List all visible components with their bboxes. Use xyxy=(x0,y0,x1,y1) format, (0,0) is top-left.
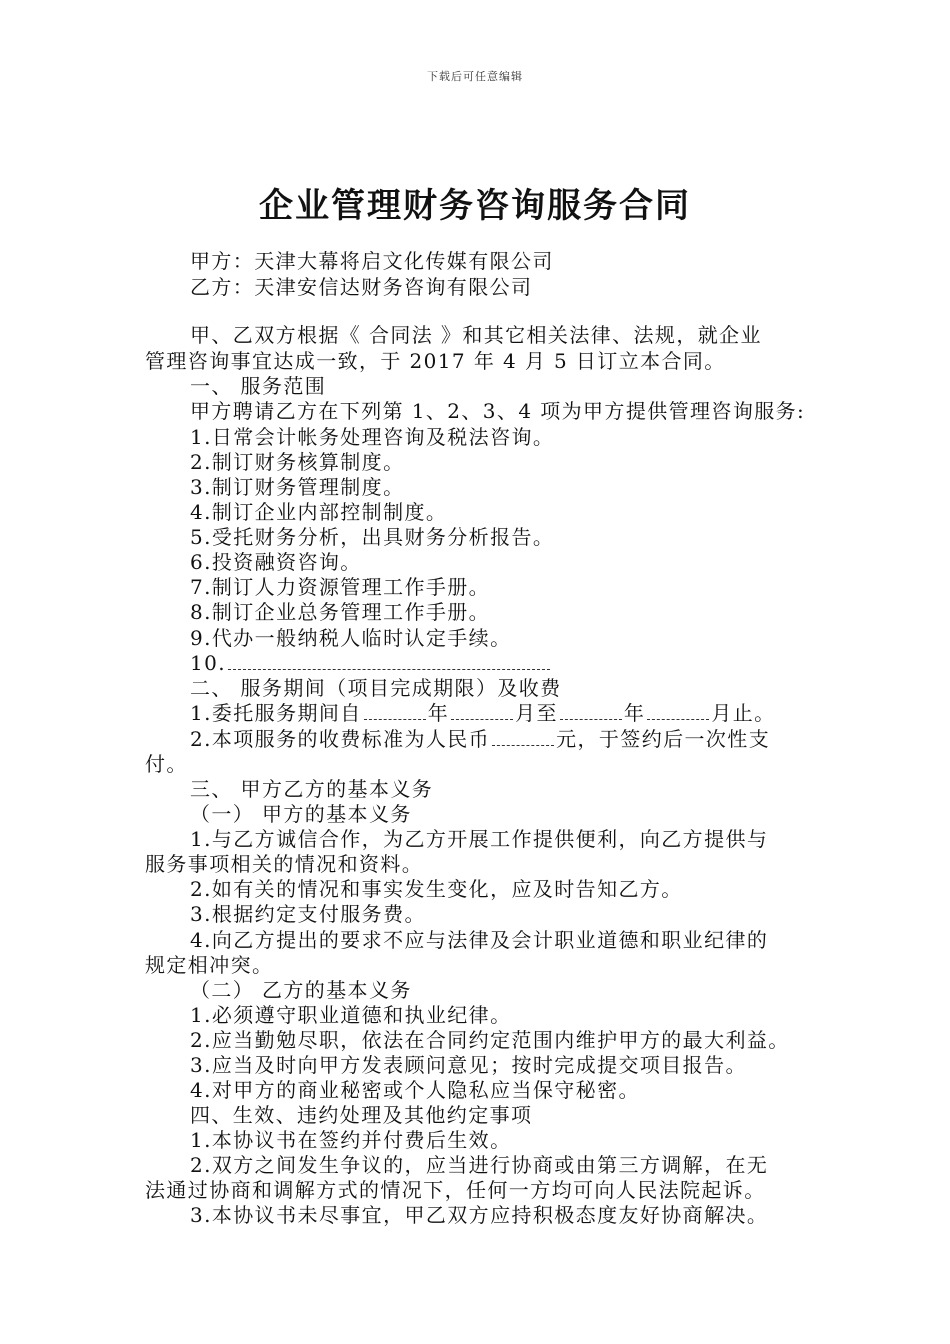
section-4-line: 3.本协议书未尽事宜，甲乙双方应持积极态度友好协商解决。 xyxy=(190,1203,769,1227)
start-year-blank[interactable] xyxy=(364,703,426,720)
service-item: 7.制订人力资源管理工作手册。 xyxy=(190,575,491,599)
section-4-line: 2.双方之间发生争议的，应当进行协商或由第三方调解，在无 xyxy=(190,1153,769,1177)
section-4-heading: 四、生效、违约处理及其他约定事项 xyxy=(190,1103,533,1127)
section-4-line: 1.本协议书在签约并付费后生效。 xyxy=(190,1128,512,1152)
party-a-line: 甲方：天津大幕将启文化传媒有限公司 xyxy=(190,249,554,273)
party-b-line: 乙方：天津安信达财务咨询有限公司 xyxy=(190,275,533,299)
service-item: 8.制订企业总务管理工作手册。 xyxy=(190,600,491,624)
service-period-text: 年 xyxy=(623,701,646,725)
start-month-blank[interactable] xyxy=(451,703,513,720)
section-1-intro: 甲方聘请乙方在下列第 1、2、3、4 项为甲方提供管理咨询服务: xyxy=(190,399,806,423)
section-4-line: 法通过协商和调解方式的情况下，任何一方均可向人民法院起诉。 xyxy=(145,1178,766,1202)
service-item: 3.制订财务管理制度。 xyxy=(190,475,405,499)
header-note: 下载后可任意编辑 xyxy=(427,70,523,83)
party-a-duty-line: 4.向乙方提出的要求不应与法律及会计职业道德和职业纪律的 xyxy=(190,928,769,952)
fee-text: 2.本项服务的收费标准为人民币 xyxy=(190,727,491,751)
end-month-blank[interactable] xyxy=(647,703,709,720)
fill-in-blank[interactable] xyxy=(228,653,550,670)
fee-line xyxy=(190,727,770,751)
party-b-duties-heading: （二） 乙方的基本义务 xyxy=(190,978,412,1002)
preamble-line-1: 甲、乙双方根据《 合同法 》和其它相关法律、法规，就企业 xyxy=(190,323,762,347)
service-period-text: 月止。 xyxy=(711,701,776,725)
party-a-duty-line: 1.与乙方诚信合作，为乙方开展工作提供便利，向乙方提供与 xyxy=(190,827,769,851)
service-item: 6.投资融资咨询。 xyxy=(190,550,362,574)
section-1-heading: 一、 服务范围 xyxy=(190,374,327,398)
party-b-duty-line: 4.对甲方的商业秘密或个人隐私应当保守秘密。 xyxy=(190,1078,640,1102)
section-3-heading: 三、 甲方乙方的基本义务 xyxy=(190,777,434,801)
service-period-text: 年 xyxy=(427,701,450,725)
party-a-duty-line: 规定相冲突。 xyxy=(145,953,274,977)
service-item: 2.制订财务核算制度。 xyxy=(190,450,405,474)
party-a-duties-heading: （一） 甲方的基本义务 xyxy=(190,802,412,826)
party-a-duty-line: 2.如有关的情况和事实发生变化，应及时告知乙方。 xyxy=(190,877,683,901)
service-period-text: 月至 xyxy=(515,701,558,725)
service-item: 1.日常会计帐务处理咨询及税法咨询。 xyxy=(190,425,555,449)
section-2-heading: 二、 服务期间（项目完成期限）及收费 xyxy=(190,676,562,700)
contract-title: 企业管理财务咨询服务合同 xyxy=(259,186,691,226)
service-period-text: 1.委托服务期间自 xyxy=(190,701,362,725)
party-a-duty-line: 3.根据约定支付服务费。 xyxy=(190,902,426,926)
end-year-blank[interactable] xyxy=(560,703,622,720)
service-item-10 xyxy=(190,651,552,675)
fee-amount-blank[interactable] xyxy=(492,729,554,746)
service-item-10-label: 10. xyxy=(190,651,227,675)
preamble-line-2: 管理咨询事宜达成一致，于 2017 年 4 月 5 日订立本合同。 xyxy=(145,349,726,373)
service-item: 4.制订企业内部控制制度。 xyxy=(190,500,448,524)
fee-line-continued: 付。 xyxy=(145,752,188,776)
fee-text: 元，于签约后一次性支 xyxy=(556,727,771,751)
party-b-duty-line: 2.应当勤勉尽职，依法在合同约定范围内维护甲方的最大利益。 xyxy=(190,1028,790,1052)
party-b-duty-line: 3.应当及时向甲方发表顾问意见；按时完成提交项目报告。 xyxy=(190,1053,747,1077)
service-item: 5.受托财务分析，出具财务分析报告。 xyxy=(190,525,555,549)
service-item: 9.代办一般纳税人临时认定手续。 xyxy=(190,626,512,650)
party-b-duty-line: 1.必须遵守职业道德和执业纪律。 xyxy=(190,1003,512,1027)
service-period-line xyxy=(190,701,776,725)
party-a-duty-line: 服务事项相关的情况和资料。 xyxy=(145,852,424,876)
